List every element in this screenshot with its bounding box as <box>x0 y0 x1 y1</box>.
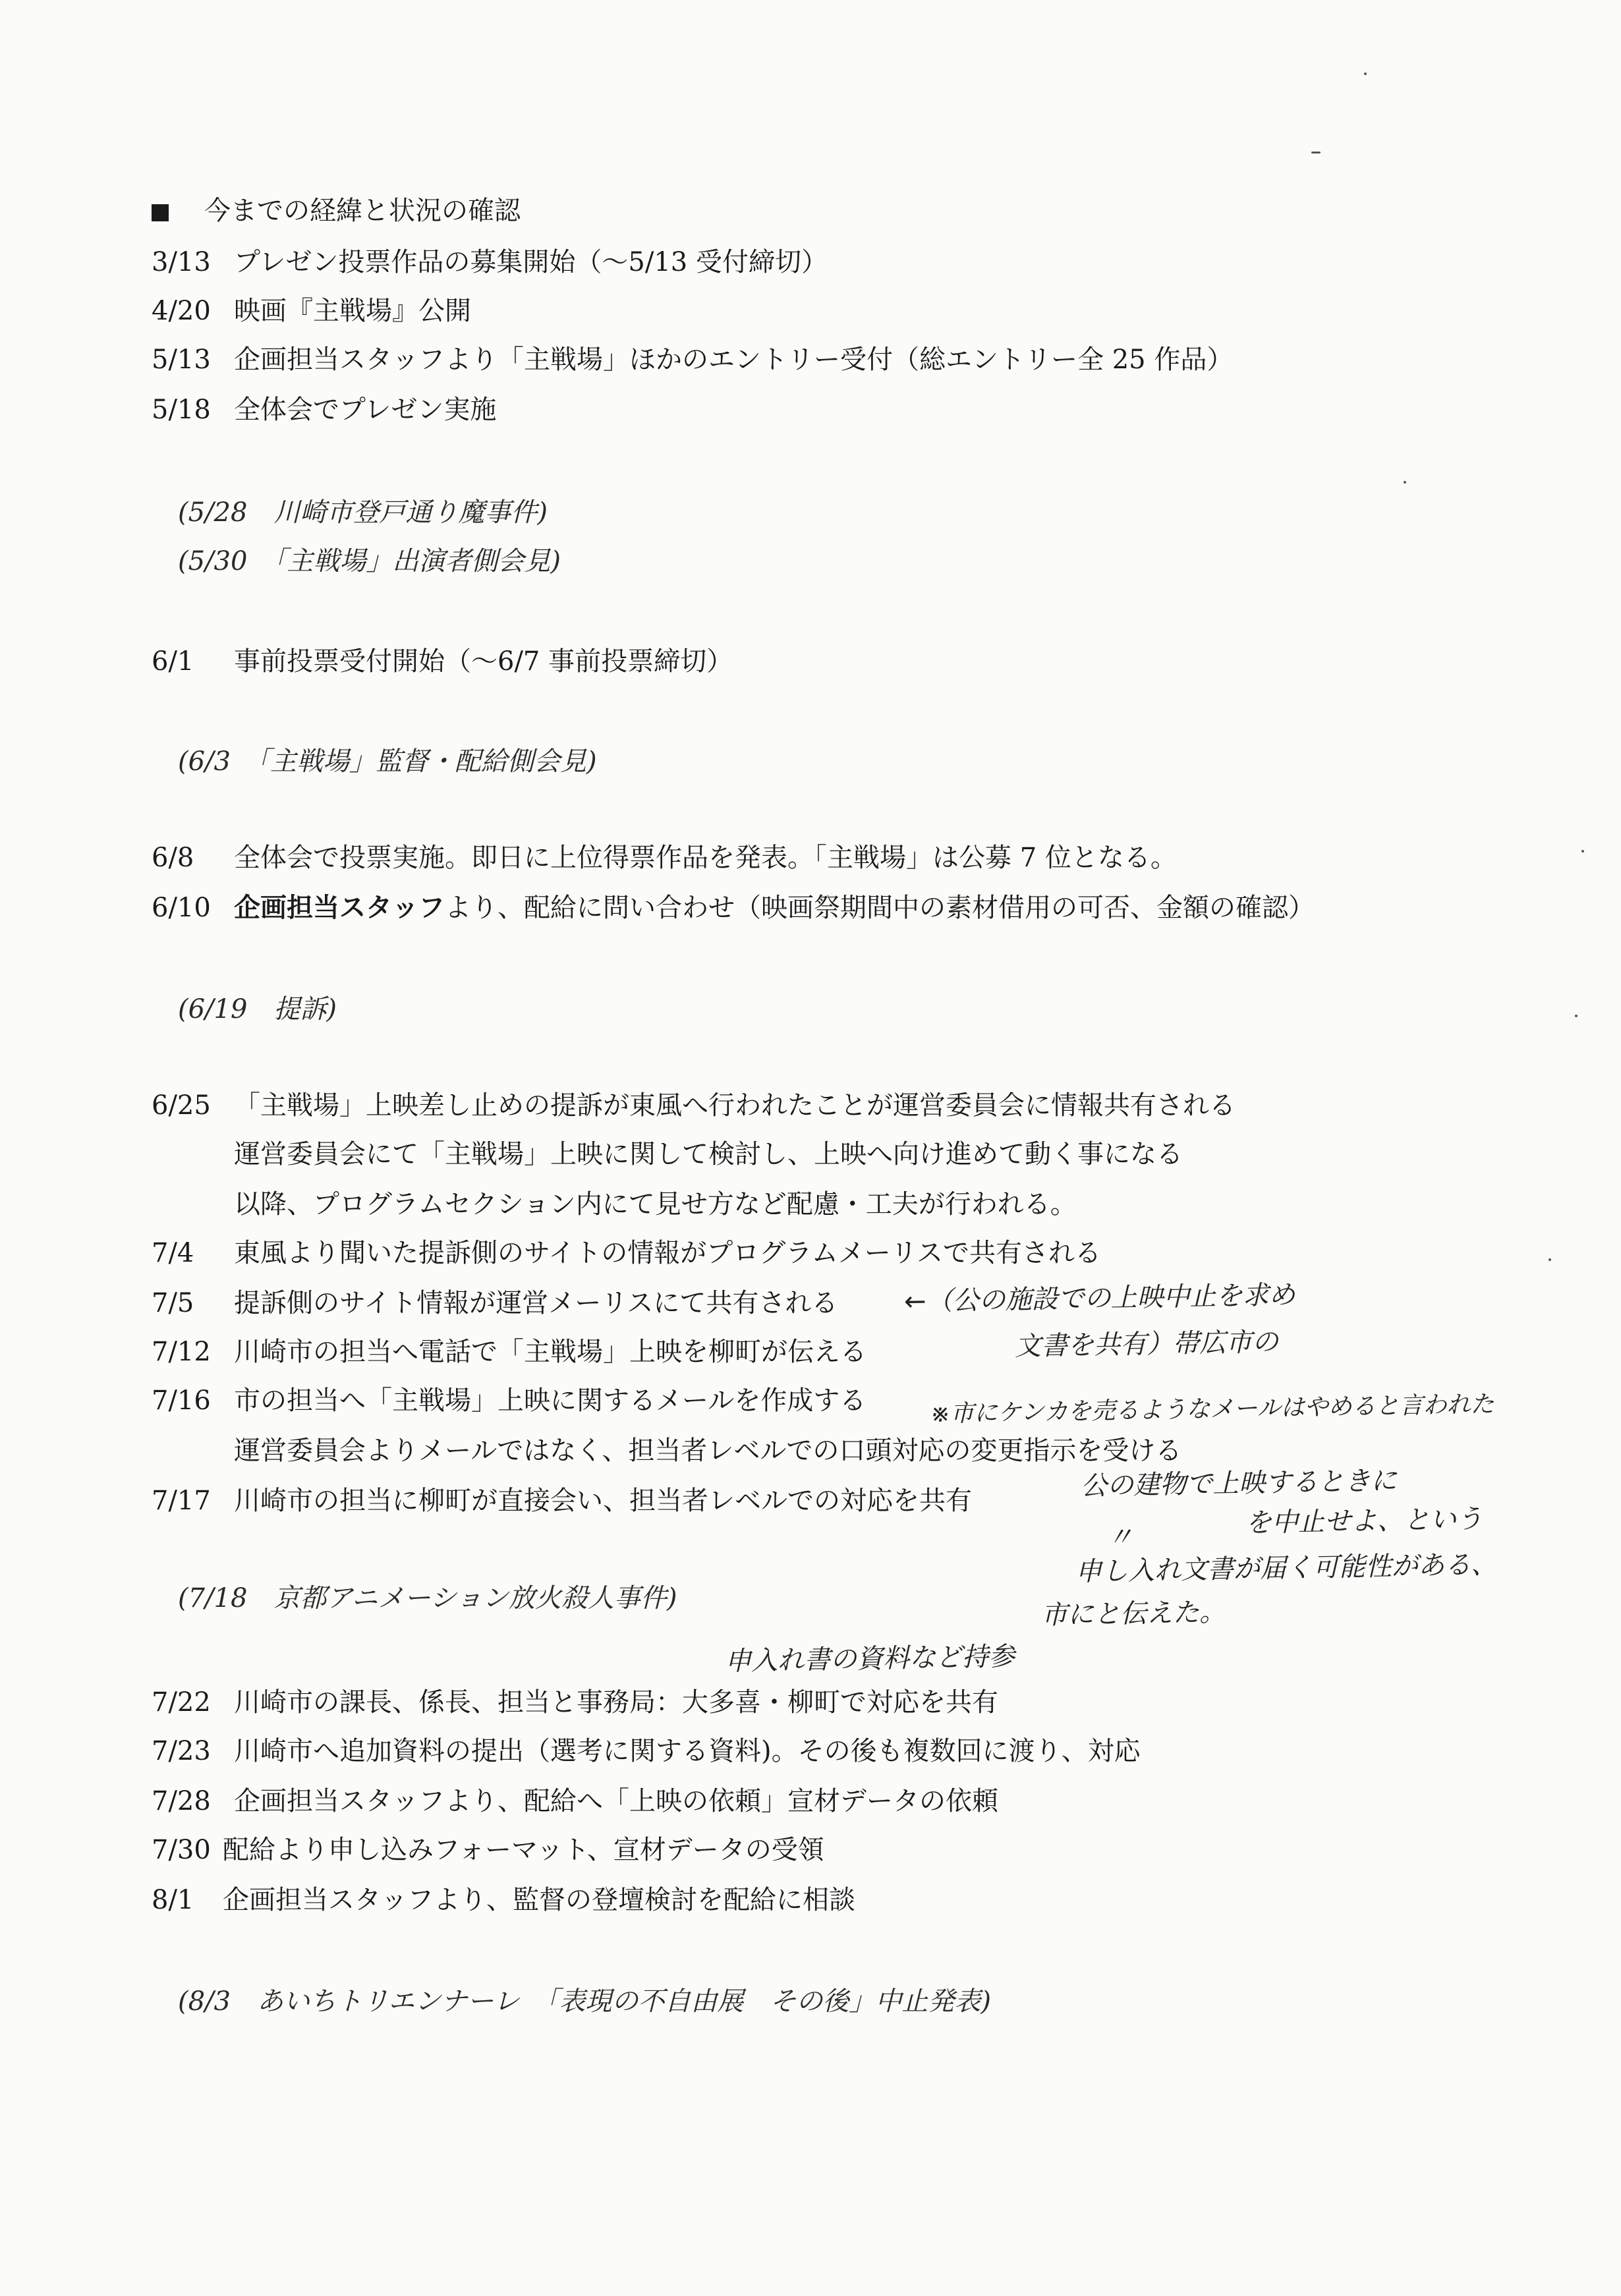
entry-text <box>234 891 1315 925</box>
scan-speck <box>1404 481 1406 484</box>
entry-text: 映画『主戦場』公開 <box>234 296 471 326</box>
event-note: (6/3 「主戦場」監督・配給側会見) <box>178 746 597 777</box>
entry-date: 5/13 <box>152 345 211 375</box>
entry-date: 7/4 <box>152 1238 194 1268</box>
entry-date: 6/25 <box>152 1090 211 1121</box>
entry-text: 川崎市の担当に柳町が直接会い、担当者レベルでの対応を共有 <box>234 1486 972 1516</box>
scan-speck <box>1549 1258 1551 1261</box>
handwritten-note: 申し入れ文書が届く可能性がある、 <box>1075 1549 1498 1587</box>
section-heading <box>152 194 521 228</box>
event-note: (5/30 「主戦場」出演者側会見) <box>178 546 561 576</box>
handwritten-note: ※市にケンカを売るようなメールはやめると言われた <box>930 1391 1494 1428</box>
entry-text: 川崎市の担当へ電話で「主戦場」上映を柳町が伝える <box>234 1337 867 1367</box>
entry-date: 5/18 <box>152 395 211 425</box>
handwritten-note: 申入れ書の資料など持参 <box>724 1641 1015 1677</box>
event-note: (8/3 あいちトリエンナーレ 「表現の不自由展 その後」中止発表) <box>178 1986 991 2017</box>
entry-continuation: 以降、プログラムセクション内にて見せ方など配慮・工夫が行われる。 <box>234 1189 1077 1219</box>
entry-date: 6/1 <box>152 646 194 677</box>
entry-date: 7/17 <box>152 1486 211 1516</box>
entry-text: 企画担当スタッフより、監督の登壇検討を配給に相談 <box>223 1885 855 1915</box>
entry-date: 7/23 <box>152 1736 211 1766</box>
scan-speck <box>1364 72 1367 75</box>
event-note: (5/28 川崎市登戸通り魔事件) <box>178 497 548 528</box>
entry-text: 市の担当へ「主戦場」上映に関するメールを作成する <box>234 1386 867 1416</box>
event-note: (7/18 京都アニメーション放火殺人事件) <box>178 1583 677 1613</box>
entry-date: 6/10 <box>152 893 211 923</box>
entry-continuation: 運営委員会よりメールではなく、担当者レベルでの口頭対応の変更指示を受ける <box>234 1436 1182 1466</box>
event-note: (6/19 提訴) <box>178 994 337 1024</box>
entry-text-rest: より、配給に問い合わせ（映画祭期間中の素材借用の可否、金額の確認） <box>445 893 1315 923</box>
entry-text-bold: 企画担当スタッフ <box>234 892 445 923</box>
scan-speck <box>1581 850 1584 853</box>
entry-text: 川崎市の課長、係長、担当と事務局：大多喜・柳町で対応を共有 <box>234 1687 998 1718</box>
entry-text: 提訴側のサイト情報が運営メーリスにて共有される <box>234 1288 838 1318</box>
handwritten-note: 文書を共有）帯広市の <box>1014 1327 1279 1362</box>
entry-text: 配給より申し込みフォーマット、宣材データの受領 <box>223 1835 824 1865</box>
entry-text: 全体会でプレゼン実施 <box>234 395 497 425</box>
entry-text: 「主戦場」上映差し止めの提訴が東風へ行われたことが運営委員会に情報共有される <box>234 1090 1236 1121</box>
entry-date: 7/30 <box>152 1835 211 1865</box>
entry-text: 川崎市へ追加資料の提出（選考に関する資料)。その後も複数回に渡り、対応 <box>234 1736 1141 1766</box>
handwritten-note: を中止せよ、という <box>1245 1503 1483 1538</box>
entry-text: 事前投票受付開始（～6/7 事前投票締切） <box>234 646 733 677</box>
handwritten-note: 市にと伝えた。 <box>1040 1597 1226 1631</box>
entry-text: 全体会で投票実施。即日に上位得票作品を発表。「主戦場」は公募 7 位となる。 <box>234 843 1177 873</box>
scan-speck <box>1575 1015 1578 1017</box>
handwritten-note: 公の建物で上映するときに <box>1080 1465 1398 1501</box>
heading-text: 今までの経緯と状況の確認 <box>204 196 521 226</box>
entry-date: 4/20 <box>152 296 211 326</box>
entry-text: 企画担当スタッフより、配給へ「上映の依頼」宣材データの依頼 <box>234 1786 998 1816</box>
bullet-square-icon <box>152 204 169 221</box>
entry-date: 7/28 <box>152 1786 211 1816</box>
entry-date: 7/12 <box>152 1337 211 1367</box>
entry-date: 8/1 <box>152 1885 194 1915</box>
entry-date: 7/22 <box>152 1687 211 1718</box>
entry-continuation: 運営委員会にて「主戦場」上映に関して検討し、上映へ向け進めて動く事になる <box>234 1139 1183 1169</box>
entry-text: プレゼン投票作品の募集開始（～5/13 受付締切） <box>234 247 828 277</box>
entry-date: 7/5 <box>152 1288 194 1318</box>
entry-date: 6/8 <box>152 843 194 873</box>
handwritten-note: 〃 <box>1106 1522 1134 1553</box>
entry-text: 企画担当スタッフより「主戦場」ほかのエントリー受付（総エントリー全 25 作品） <box>234 345 1234 375</box>
entry-date: 7/16 <box>152 1386 211 1416</box>
entry-text: 東風より聞いた提訴側のサイトの情報がプログラムメーリスで共有される <box>234 1238 1101 1268</box>
handwritten-note: ←（公の施設での上映中止を求め <box>903 1279 1295 1317</box>
entry-date: 3/13 <box>152 247 211 277</box>
scan-speck <box>1311 152 1321 154</box>
